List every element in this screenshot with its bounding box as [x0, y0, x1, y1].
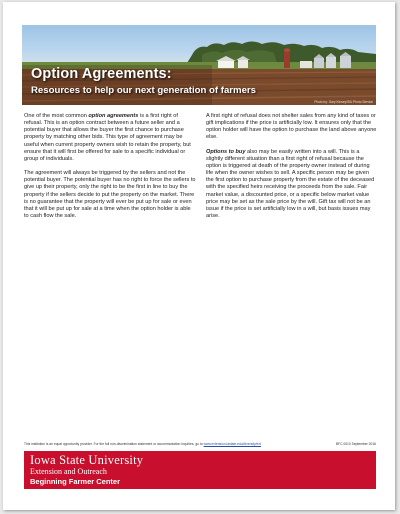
paragraph-text: One of the most common [24, 113, 89, 119]
paragraph-text: is a first right of refusal. This is an option contract between a future seller and a potential buyer that allows the buyer the first chance to purchase property by matching other bids. This type of agreement may be useful when current property owners wish to retain the property, but ensure that it will first be offered for sale to a specific individual or group of individuals. [24, 113, 191, 162]
paragraph: A first right of refusal does not shelter sales from any kind of taxes or gift implications if the price is artificially low. It ensures only that the option holder will have the option to purchase the land above anyone else. [206, 113, 377, 141]
document-page [3, 2, 395, 510]
photo-credit: Photo by: Gary Kinsey/ISU Photo Service [314, 100, 373, 104]
diversity-link[interactable]: www.extension.iastate.edu/diversity/ext [203, 442, 261, 446]
emphasis-term: Options to buy [206, 148, 246, 155]
page-subtitle: Resources to help our next generation of farmers [31, 85, 256, 96]
page-title: Option Agreements: [31, 66, 172, 82]
emphasis-term: option agreements [88, 113, 139, 119]
extension-name: Extension and Outreach [30, 467, 107, 476]
disclaimer-text: This institution is an equal opportunity provider. For the full non-discrimination statement or accommodation inquiries, go to [24, 442, 204, 446]
paragraph [206, 149, 378, 221]
paragraph [24, 113, 196, 163]
disclaimer [24, 442, 376, 446]
header-banner [22, 25, 376, 105]
center-name: Beginning Farmer Center [30, 477, 121, 486]
isu-footer-bar [24, 451, 376, 489]
document-code: BFC 0010 September 2016 [335, 442, 376, 446]
right-column [206, 113, 378, 227]
university-name: Iowa State University [30, 453, 144, 467]
left-column [24, 113, 196, 227]
paragraph: The agreement will always be triggered by the sellers and not the potential buyer. The potential buyer has no right to force the sellers to give up their property, only the right to be the first in line to buy the property if the sellers decide to put the property on the market. There is no guarantee that the property will ever be put up for sale or even that it will be put up for sale at a time when the option holder is able to cash flow the sale. [24, 170, 196, 220]
paragraph-text: also may be easily written into a will. This is a slightly different situation than a first right of refusal because the option is triggered at death of the property owner instead of during life when the owner wishes to sell. A specific person may be given the first option to purchase property from the estate of the deceased with the specified heirs receiving the proceeds from the sale. Fair market value, a discounted price, or a specific below market value price may be set as the sale price by the will. Gift tax will not be an issue if the price is set artificially low in a will, but basis issues may arise. [206, 148, 375, 220]
